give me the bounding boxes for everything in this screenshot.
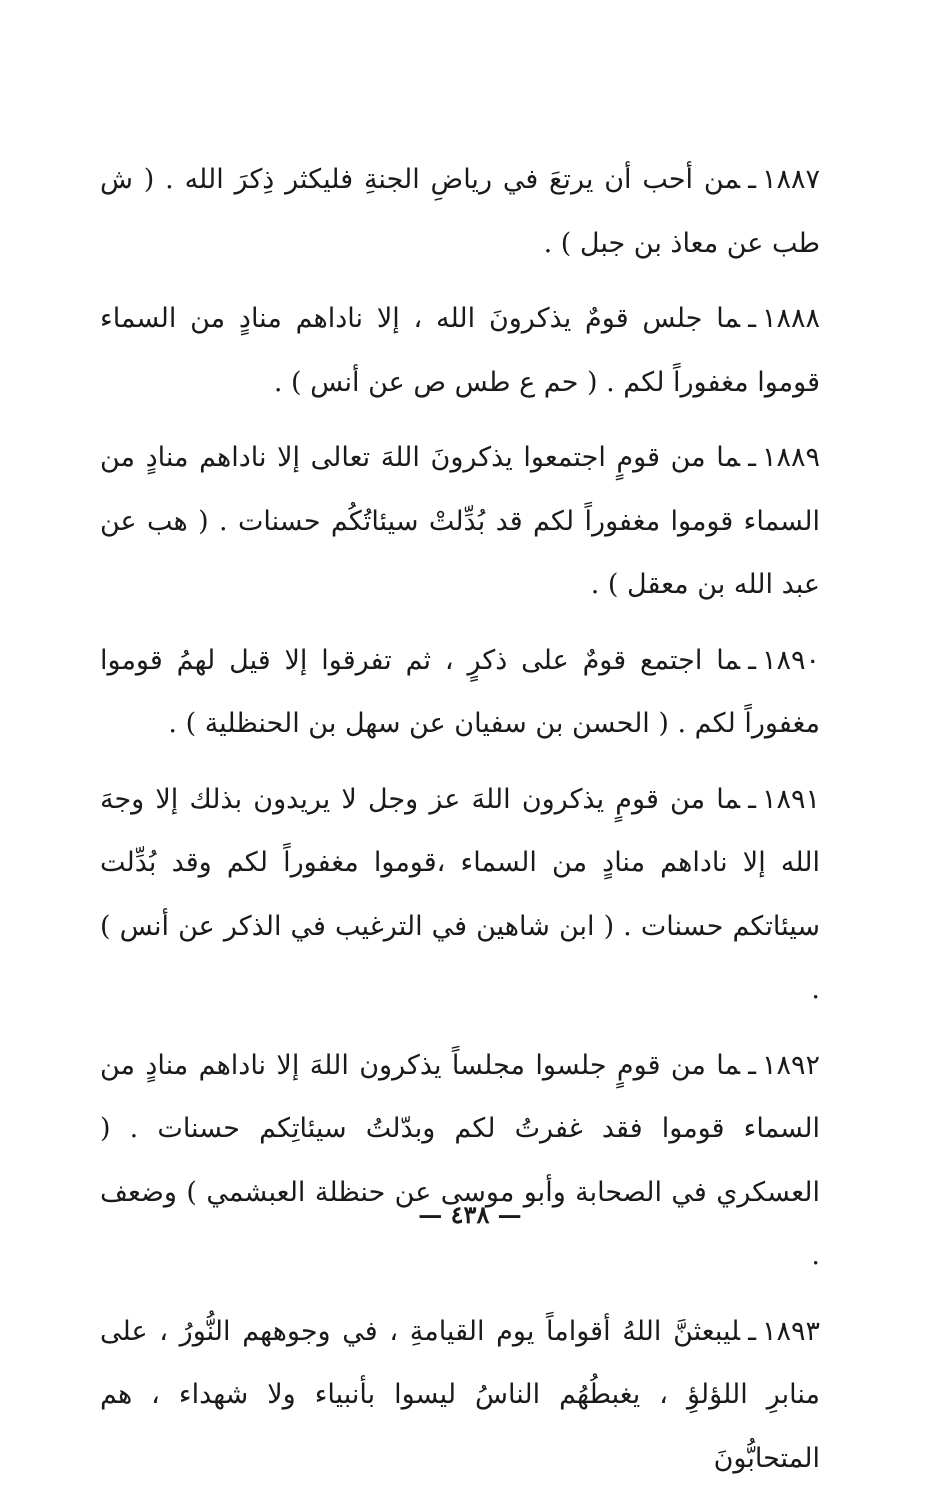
hadith-entry-1889 (100, 426, 820, 617)
hadith-entry-1890 (100, 629, 820, 756)
separator-dash: ـ (748, 303, 756, 334)
separator-dash: ـ (748, 1049, 756, 1081)
hadith-list (100, 148, 820, 1502)
hadith-entry-1891 (100, 768, 820, 1022)
hadith-number: ١٨٩٢ (761, 1049, 820, 1081)
hadith-number: ١٨٨٨ (761, 303, 820, 334)
hadith-number: ١٨٩٣ (761, 1315, 820, 1347)
hadith-number: ١٨٨٩ (761, 442, 820, 473)
separator-dash: ـ (748, 164, 756, 195)
separator-dash: ـ (748, 1315, 756, 1347)
hadith-entry-1887 (100, 148, 820, 275)
hadith-number: ١٨٩١ (761, 783, 820, 815)
hadith-text: ما من قومٍ اجتمعوا يذكرونَ اللهَ تعالى إلا ناداهم منادٍ من السماء قوموا مغفوراً لكم قد بُدِّلتْ سيئاتُكُم حسنات . ( هب عن عبد الله بن معقل ) . (100, 442, 820, 600)
hadith-number: ١٨٨٧ (761, 164, 820, 195)
hadith-text: ما من قومٍ يذكرون اللهَ عز وجل لا يريدون بذلك إلا وجهَ الله إلا ناداهم منادٍ من السماء ،قوموا مغفوراً لكم وقد بُدِّلت سيئاتكم حسنات . ( ابن شاهين في الترغيب في الذكر عن أنس ) . (100, 783, 821, 1005)
separator-dash: ـ (748, 442, 756, 473)
hadith-entry-1888 (100, 287, 820, 414)
hadith-entry-1893 (100, 1300, 820, 1491)
separator-dash: ـ (748, 644, 756, 676)
hadith-text: ما جلس قومٌ يذكرونَ الله ، إلا ناداهم منادٍ من السماء قوموا مغفوراً لكم . ( حم ع طس ص عن أنس ) . (100, 303, 820, 398)
hadith-text: من أحب أن يرتعَ في رياضِ الجنةِ فليكثر ذِكرَ الله . ( ش طب عن معاذ بن جبل ) . (100, 164, 820, 259)
page-number: — ٤٣٨ — (418, 1200, 522, 1229)
hadith-number: ١٨٩٠ (761, 644, 820, 676)
hadith-text: ما من قومٍ جلسوا مجلساً يذكرون اللهَ إلا ناداهم منادٍ من السماء قوموا فقد غفرتُ لكم وبدّلتُ سيئاتِكم حسنات . ( العسكري في الصحابة وأبو موسى عن حنظلة العبشمي ) وضعف . (100, 1049, 820, 1271)
hadith-text: ما اجتمع قومٌ على ذكرٍ ، ثم تفرقوا إلا قيل لهمُ قوموا مغفوراً لكم . ( الحسن بن سفيان عن سهل بن الحنظلية ) . (100, 644, 820, 739)
separator-dash: ـ (748, 783, 756, 815)
hadith-entry-1892 (100, 1034, 820, 1288)
hadith-text: ليبعثنَّ اللهُ أقواماً يوم القيامةِ ، في وجوههم النُّورُ ، على منابرِ اللؤلؤِ ، يغبطُهُم الناسُ ليسوا بأنبياء ولا شهداء ، هم المتحابُّونَ (100, 1315, 820, 1474)
